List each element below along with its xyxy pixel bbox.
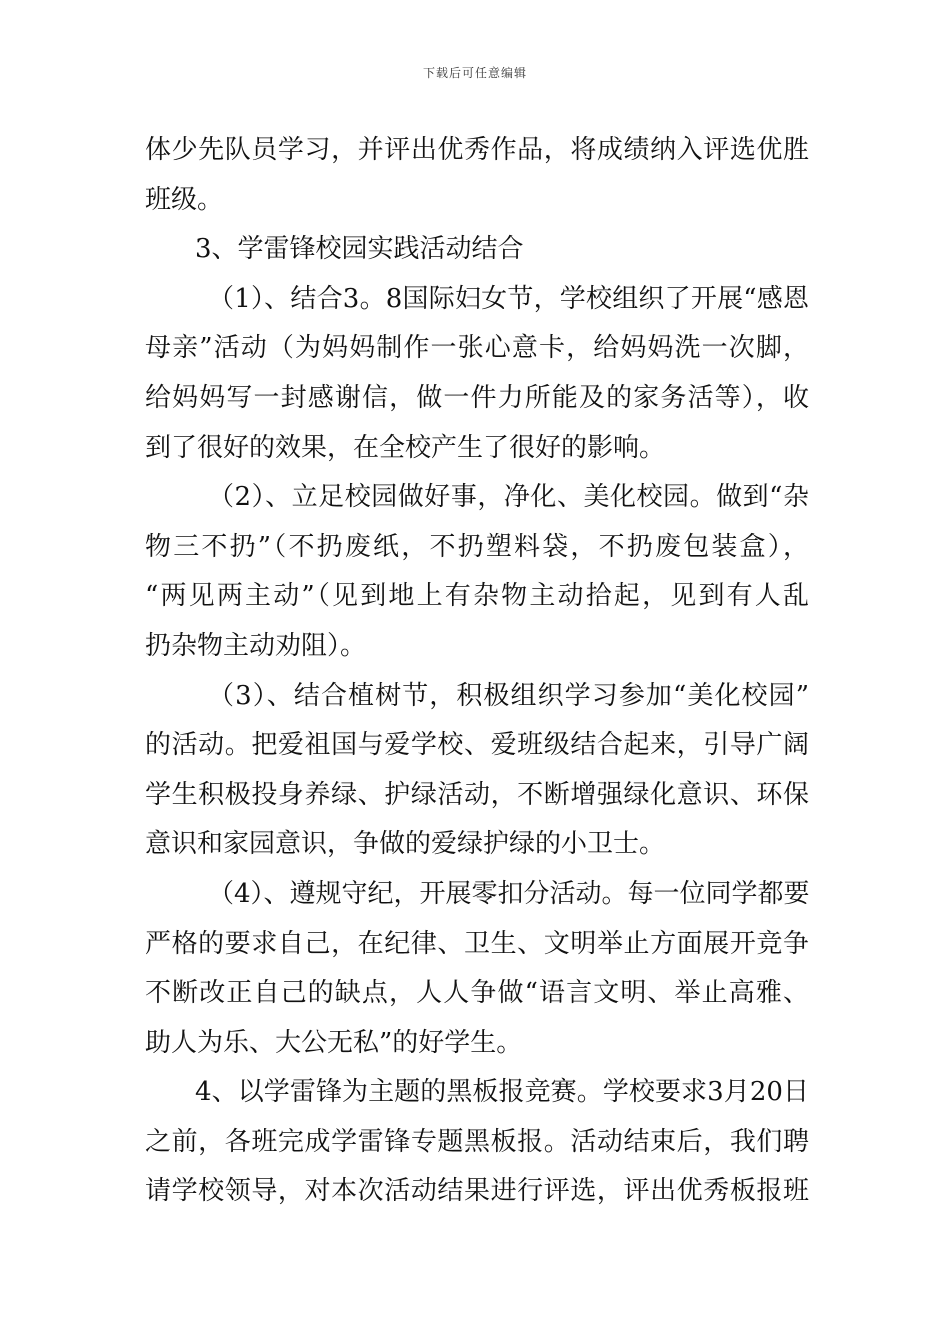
body-line: 班级。 [145, 184, 224, 215]
section-heading: 4、以学雷锋为主题的黑板报竞赛。学校要求3月20日 [195, 1077, 809, 1108]
body-line: 学生积极投身养绿、护绿活动，不断增强绿化意识、环保 [145, 779, 809, 810]
body-line: 请学校领导，对本次活动结果进行评选，评出优秀板报班 [145, 1176, 809, 1207]
body-line: 到了很好的效果，在全校产生了很好的影响。 [145, 432, 666, 463]
body-line: 扔杂物主动劝阻）。 [145, 630, 367, 661]
body-line: 体少先队员学习，并评出优秀作品，将成绩纳入评选优胜 [145, 135, 809, 165]
page-header: 下载后可任意编辑 [422, 66, 527, 80]
body-line: （4）、遵规守纪，开展零扣分活动。每一位同学都要 [208, 878, 810, 909]
body-line: “两见两主动”（见到地上有杂物主动拾起，见到有人乱 [145, 581, 809, 612]
body-line: （2）、立足校园做好事，净化、美化校园。做到“杂 [208, 482, 809, 513]
body-line: 物三不扔”（不扔废纸，不扔塑料袋，不扔废包装盒）， [145, 531, 809, 562]
body-line: （3）、结合植树节，积极组织学习参加“美化校园” [208, 680, 809, 711]
body-line: 严格的要求自己，在纪律、卫生、文明举止方面展开竞争 [145, 928, 809, 959]
body-line: 助人为乐、大公无私”的好学生。 [145, 1027, 523, 1058]
body-line: （1）、结合3。8国际妇女节，学校组织了开展“感恩 [208, 283, 809, 314]
body-line: 之前，各班完成学雷锋专题黑板报。活动结束后，我们聘 [145, 1126, 809, 1157]
body-line: 给妈妈写一封感谢信，做一件力所能及的家务活等），收 [145, 382, 809, 413]
body-line: 意识和家园意识，争做的爱绿护绿的小卫士。 [145, 829, 666, 860]
body-line: 的活动。把爱祖国与爱学校、爱班级结合起来，引导广阔 [145, 730, 809, 761]
document-body [145, 126, 809, 1217]
body-line: 不断改正自己的缺点，人人争做“语言文明、举止高雅、 [145, 978, 809, 1009]
body-line: 母亲”活动（为妈妈制作一张心意卡，给妈妈洗一次脚， [145, 333, 809, 364]
section-heading: 3、学雷锋校园实践活动结合 [195, 234, 524, 265]
